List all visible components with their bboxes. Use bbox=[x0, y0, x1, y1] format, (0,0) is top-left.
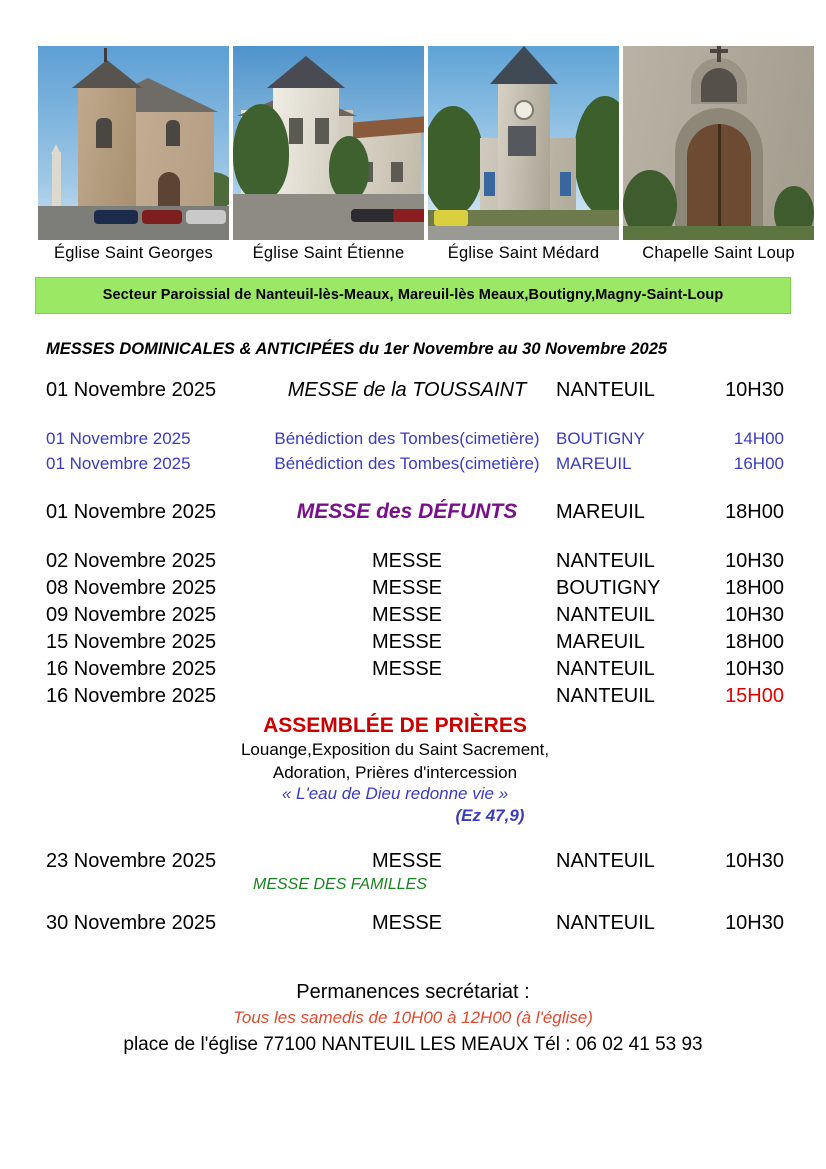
photo-cell-1 bbox=[38, 46, 229, 263]
schedule-place: MAREUIL bbox=[556, 454, 632, 473]
schedule-time: 10H30 bbox=[725, 912, 784, 934]
schedule-place: NANTEUIL bbox=[556, 550, 655, 572]
schedule-date: 01 Novembre 2025 bbox=[46, 379, 217, 401]
blue-shutter bbox=[484, 172, 495, 196]
photo-cell-3 bbox=[428, 46, 619, 263]
parked-car bbox=[142, 210, 182, 224]
door-split bbox=[718, 124, 721, 240]
road bbox=[428, 226, 619, 240]
photo-caption: Église Saint Georges bbox=[53, 244, 213, 262]
schedule-description: MESSE bbox=[371, 577, 443, 599]
spacer bbox=[46, 526, 784, 548]
schedule-place: BOUTIGNY bbox=[556, 429, 645, 448]
schedule-date: 16 Novembre 2025 bbox=[46, 685, 217, 707]
schedule-row bbox=[46, 910, 784, 937]
photo-caption: Église Saint Médard bbox=[447, 244, 600, 262]
schedule-time: 10H30 bbox=[725, 550, 784, 572]
schedule-row bbox=[46, 426, 784, 451]
tower-spire bbox=[490, 46, 558, 84]
church-photo-row bbox=[20, 0, 806, 263]
schedule-place: NANTEUIL bbox=[556, 379, 655, 401]
schedule-time: 14H00 bbox=[733, 429, 784, 448]
schedule-row bbox=[46, 848, 784, 875]
tower-clock bbox=[514, 100, 534, 120]
schedule-time: 18H00 bbox=[725, 631, 784, 653]
office-hours-detail: Tous les samedis de 10H00 à 12H00 (à l'église) bbox=[233, 1008, 593, 1027]
photo-eglise-saint-medard bbox=[428, 46, 619, 240]
photo-chapelle-saint-loup bbox=[623, 46, 814, 240]
parked-car bbox=[94, 210, 138, 224]
spire-finial bbox=[104, 48, 107, 62]
schedule-row bbox=[46, 575, 784, 602]
schedule-date: 23 Novembre 2025 bbox=[46, 850, 217, 872]
tree bbox=[233, 104, 289, 200]
schedule-date: 02 Novembre 2025 bbox=[46, 550, 217, 572]
tower-roof bbox=[267, 56, 345, 88]
war-memorial bbox=[52, 152, 61, 206]
schedule-row bbox=[46, 377, 784, 404]
schedule-time: 10H30 bbox=[725, 658, 784, 680]
schedule-date: 01 Novembre 2025 bbox=[46, 501, 217, 523]
office-hours-title: Permanences secrétariat : bbox=[296, 981, 530, 1003]
schedule-place: NANTEUIL bbox=[556, 850, 655, 872]
families-mass-note: MESSE DES FAMILLES bbox=[253, 876, 427, 893]
schedule-row bbox=[46, 602, 784, 629]
schedule-time: 10H30 bbox=[725, 850, 784, 872]
assembly-line-1: Louange,Exposition du Saint Sacrement, bbox=[240, 740, 550, 759]
blue-shutter bbox=[560, 172, 571, 196]
tower-window bbox=[96, 118, 112, 148]
schedule-date: 01 Novembre 2025 bbox=[46, 454, 191, 473]
schedule-date: 30 Novembre 2025 bbox=[46, 912, 217, 934]
grass bbox=[623, 226, 814, 240]
nave-window bbox=[166, 120, 180, 146]
war-memorial-top bbox=[51, 144, 61, 154]
schedule-row bbox=[46, 451, 784, 476]
schedule-description: MESSE bbox=[371, 658, 443, 680]
footer bbox=[20, 981, 806, 1056]
church-door bbox=[158, 172, 180, 206]
schedule-time: 10H30 bbox=[725, 604, 784, 626]
schedule-description: MESSE bbox=[371, 604, 443, 626]
schedule-time: 18H00 bbox=[725, 577, 784, 599]
schedule-date: 15 Novembre 2025 bbox=[46, 631, 217, 653]
tower-roof bbox=[72, 60, 142, 88]
tower-window bbox=[289, 118, 303, 144]
photo-caption: Chapelle Saint Loup bbox=[642, 244, 795, 262]
schedule-row bbox=[46, 683, 784, 710]
cross-icon bbox=[710, 49, 728, 53]
tower-window bbox=[315, 118, 329, 144]
schedule-time: 16H00 bbox=[733, 454, 784, 473]
assembly-reference: (Ez 47,9) bbox=[455, 806, 525, 825]
parked-van bbox=[434, 210, 468, 226]
schedule-description: MESSE de la TOUSSAINT bbox=[287, 379, 527, 401]
spacer bbox=[46, 894, 784, 910]
schedule-place: BOUTIGNY bbox=[556, 577, 661, 599]
schedule-date: 16 Novembre 2025 bbox=[46, 658, 217, 680]
assembly-line-2: Adoration, Prières d'intercession bbox=[272, 763, 518, 782]
parked-car bbox=[351, 209, 397, 222]
schedule-description: MESSE bbox=[371, 550, 443, 572]
photo-eglise-saint-georges bbox=[38, 46, 229, 240]
schedule-place: NANTEUIL bbox=[556, 685, 655, 707]
parked-car bbox=[186, 210, 226, 224]
schedule-description: Bénédiction des Tombes(cimetière) bbox=[274, 429, 540, 448]
schedule-place: NANTEUIL bbox=[556, 912, 655, 934]
page-title: MESSES DOMINICALES & ANTICIPÉES du 1er Novembre au 30 Novembre 2025 bbox=[46, 340, 668, 358]
schedule-date: 09 Novembre 2025 bbox=[46, 604, 217, 626]
schedule-time: 18H00 bbox=[725, 501, 784, 523]
photo-caption: Église Saint Étienne bbox=[252, 244, 405, 262]
mass-schedule bbox=[20, 377, 806, 937]
schedule-place: NANTEUIL bbox=[556, 604, 655, 626]
schedule-date: 08 Novembre 2025 bbox=[46, 577, 217, 599]
spacer bbox=[46, 476, 784, 498]
schedule-place: MAREUIL bbox=[556, 501, 645, 523]
schedule-description: MESSE bbox=[371, 631, 443, 653]
assembly-title: ASSEMBLÉE DE PRIÈRES bbox=[263, 714, 527, 737]
schedule-date: 01 Novembre 2025 bbox=[46, 429, 191, 448]
schedule-description: MESSE bbox=[371, 850, 443, 872]
spacer bbox=[46, 404, 784, 426]
parked-car bbox=[393, 209, 424, 222]
schedule-row bbox=[46, 548, 784, 575]
photo-cell-4 bbox=[623, 46, 814, 263]
assembly-quote: « L'eau de Dieu redonne vie » bbox=[281, 784, 509, 803]
schedule-description: MESSE des DÉFUNTS bbox=[296, 500, 518, 523]
schedule-description: MESSE bbox=[371, 912, 443, 934]
photo-eglise-saint-etienne bbox=[233, 46, 424, 240]
spacer bbox=[46, 826, 784, 848]
belfry-louver bbox=[508, 126, 536, 156]
parish-sector-banner: Secteur Paroissial de Nanteuil-lès-Meaux, Mareuil-lès Meaux,Boutigny,Magny-Saint-Loup bbox=[35, 277, 791, 314]
contact-address: place de l'église 77100 NANTEUIL LES MEAUX Tél : 06 02 41 53 93 bbox=[123, 1034, 703, 1055]
schedule-description: Bénédiction des Tombes(cimetière) bbox=[274, 454, 540, 473]
schedule-row bbox=[46, 629, 784, 656]
schedule-time: 10H30 bbox=[725, 379, 784, 401]
tree bbox=[329, 136, 369, 200]
schedule-row bbox=[46, 656, 784, 683]
schedule-row bbox=[46, 498, 784, 526]
photo-cell-2 bbox=[233, 46, 424, 263]
schedule-place: MAREUIL bbox=[556, 631, 645, 653]
bell-opening bbox=[701, 68, 737, 102]
schedule-time: 15H00 bbox=[725, 685, 784, 707]
schedule-place: NANTEUIL bbox=[556, 658, 655, 680]
annex-window bbox=[391, 162, 403, 182]
